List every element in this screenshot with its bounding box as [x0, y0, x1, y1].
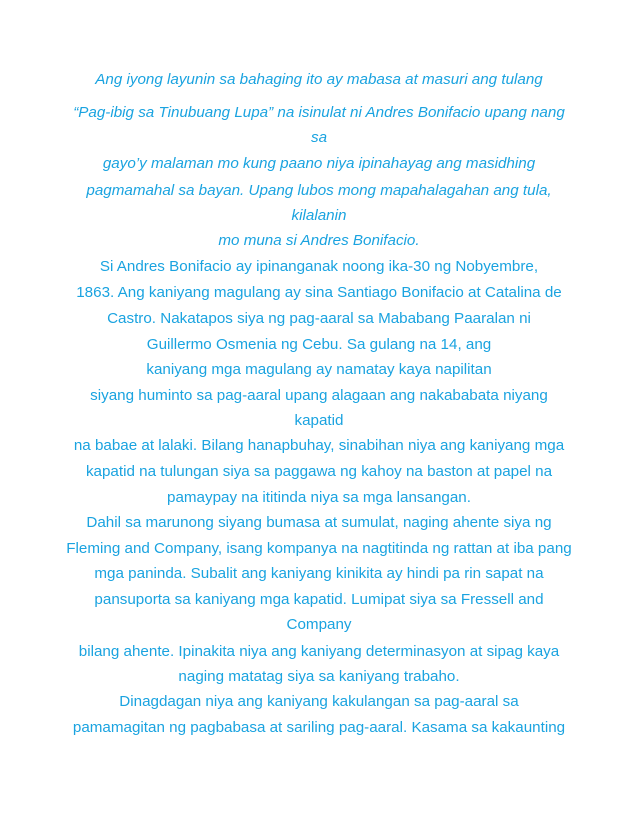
body-line: naging matatag siya sa kaniyang trabaho.	[178, 668, 460, 685]
body-line: pansuporta sa kaniyang mga kapatid. Lumipat siya sa Fressell and	[94, 591, 544, 608]
body-line: Guillermo Osmenia ng Cebu. Sa gulang na 14, ang	[146, 336, 492, 353]
intro-line: mo muna si Andres Bonifacio.	[218, 232, 420, 249]
body-line: pamaypay na ititinda niya sa mga lansangan.	[167, 489, 471, 506]
intro-line: sa	[310, 129, 328, 146]
body-line: Company	[286, 616, 352, 633]
intro-line: Ang iyong layunin sa bahaging ito ay mabasa at masuri ang tulang	[95, 71, 543, 88]
body-line: Dinagdagan niya ang kaniyang kakulangan sa pag-aaral sa	[119, 693, 519, 710]
intro-line: pagmamahal sa bayan. Upang lubos mong mapahalagahan ang tula,	[86, 182, 552, 199]
intro-line: gayo’y malaman mo kung paano niya ipinahayag ang masidhing	[102, 155, 536, 172]
body-line: siyang huminto sa pag-aaral upang alagaan ang nakababata niyang	[90, 387, 548, 404]
body-line: Dahil sa marunong siyang bumasa at sumulat, naging ahente siya ng	[86, 514, 552, 531]
body-line: Castro. Nakatapos siya ng pag-aaral sa Mababang Paaralan ni	[107, 310, 531, 327]
body-line: na babae at lalaki. Bilang hanapbuhay, sinabihan niya ang kaniyang mga	[73, 437, 565, 454]
body-line: kaniyang mga magulang ay namatay kaya napilitan	[146, 361, 492, 378]
body-line: mga paninda. Subalit ang kaniyang kinikita ay hindi pa rin sapat na	[94, 565, 544, 582]
body-line: kapatid	[294, 412, 344, 429]
body-line: kapatid na tulungan siya sa paggawa ng kahoy na baston at papel na	[85, 463, 553, 480]
body-line: Si Andres Bonifacio ay ipinanganak noong ika-30 ng Nobyembre,	[99, 258, 539, 275]
intro-line: “Pag-ibig sa Tinubuang Lupa” na isinulat ni Andres Bonifacio upang nang	[73, 104, 565, 121]
intro-line: kilalanin	[291, 207, 347, 224]
body-line: pamamagitan ng pagbabasa at sariling pag-aaral. Kasama sa kakaunting	[72, 719, 566, 736]
body-line: Fleming and Company, isang kompanya na nagtitinda ng rattan at iba pang	[66, 540, 572, 557]
body-line: bilang ahente. Ipinakita niya ang kaniyang determinasyon at sipag kaya	[78, 643, 560, 660]
body-line: 1863. Ang kaniyang magulang ay sina Santiago Bonifacio at Catalina de	[76, 284, 562, 301]
